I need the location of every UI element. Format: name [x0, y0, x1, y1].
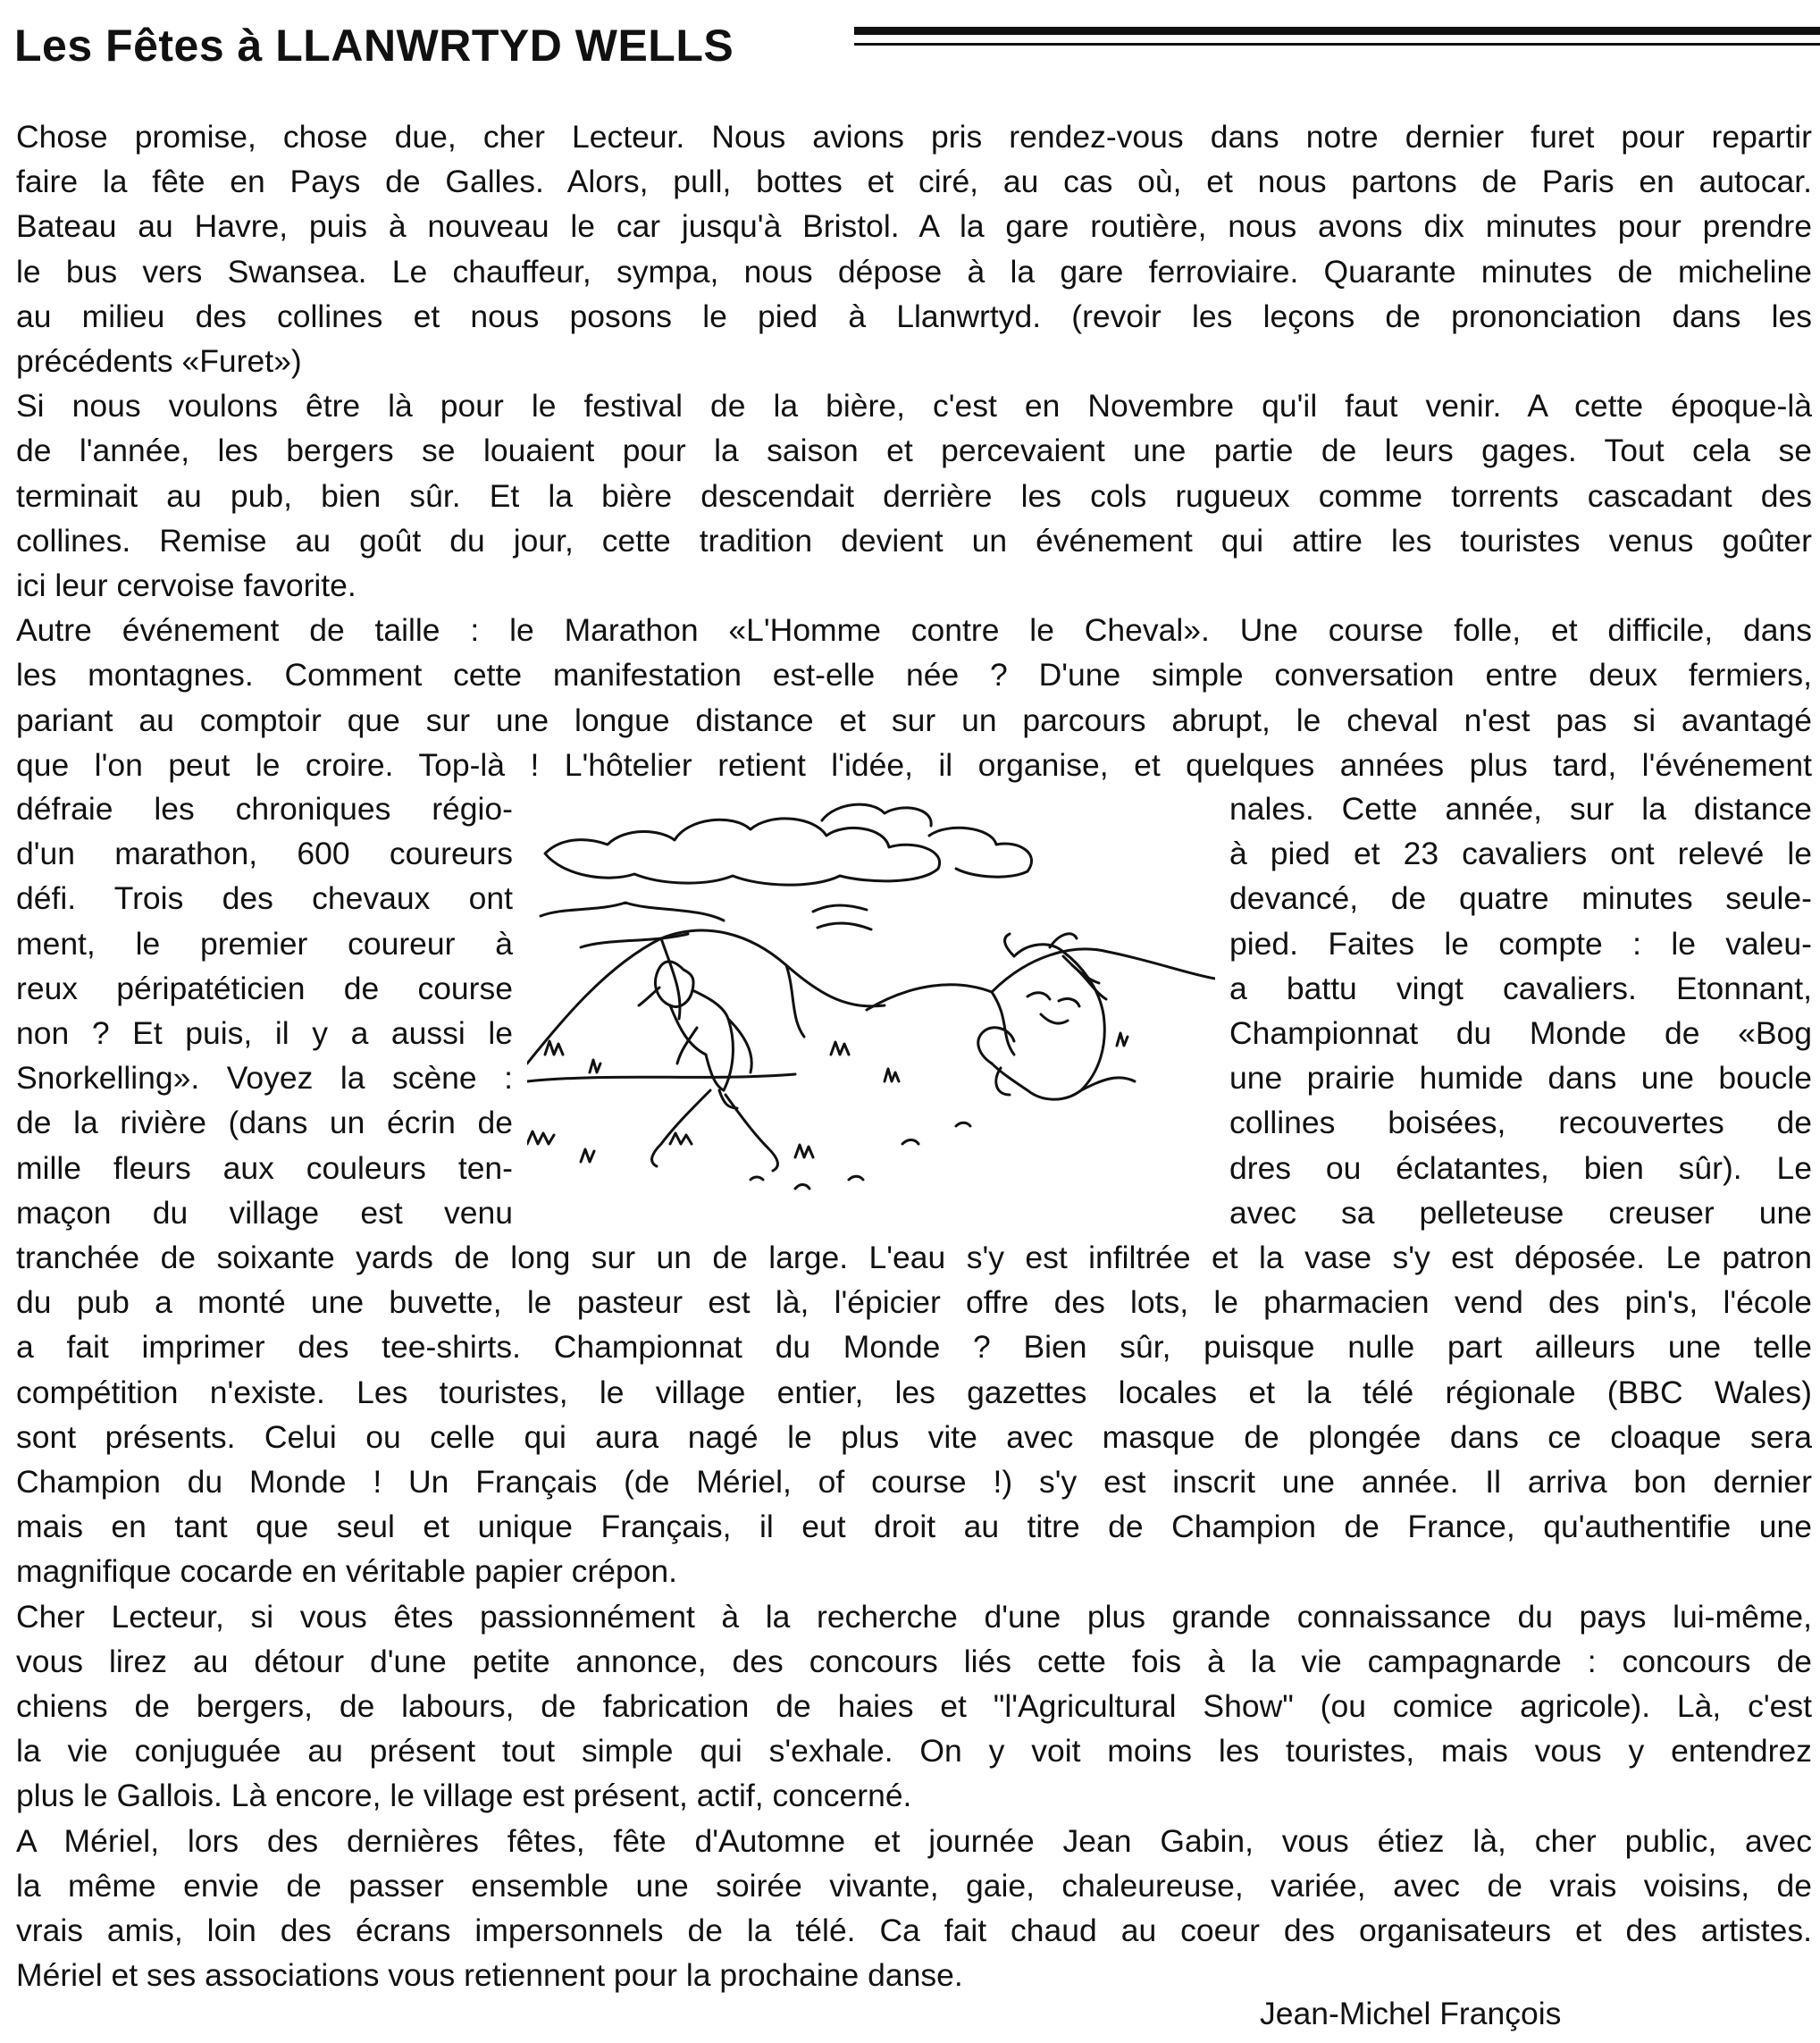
text-line: non ? Et puis, il y a aussi le: [16, 1015, 513, 1051]
text-line: Chose promise, chose due, cher Lecteur. Nous avions pris rendez-vous dans notre dernier furet pour repartir: [16, 119, 1812, 155]
text-line: A Mériel, lors des dernières fêtes, fête d'Automne et journée Jean Gabin, vous étiez là, cher public, avec: [16, 1822, 1812, 1859]
text-line: défi. Trois des chevaux ont: [16, 880, 513, 917]
text-line: ment, le premier coureur à: [16, 925, 513, 962]
text-line: mille fleurs aux couleurs ten-: [16, 1149, 513, 1186]
title-rule-thick: [854, 27, 1820, 35]
text-line: ici leur cervoise favorite.: [16, 568, 356, 603]
text-line: à pied et 23 cavaliers ont relevé le: [1229, 836, 1812, 872]
text-line: maçon du village est venu: [16, 1194, 513, 1231]
text-line: au milieu des collines et nous posons le pied à Llanwrtyd. (revoir les leçons de prononciation dans les: [16, 298, 1812, 334]
text-line: le bus vers Swansea. Le chauffeur, sympa, nous dépose à la gare ferroviaire. Quarante minutes de micheline: [16, 253, 1812, 290]
text-line: Mériel et ses associations vous retiennent pour la prochaine danse.: [16, 1957, 963, 1994]
text-line: compétition n'existe. Les touristes, le village entier, les gazettes locales et la télé régionale (BBC Wales): [16, 1374, 1812, 1410]
text-line: les montagnes. Comment cette manifestation est-elle née ? D'une simple conversation entre deux fermiers,: [16, 657, 1812, 694]
title-rule-thin: [854, 43, 1820, 46]
signature: Jean-Michel François: [1260, 1996, 1562, 2031]
text-line: faire la fête en Pays de Galles. Alors, pull, bottes et ciré, au cas où, et nous partons de Paris en autocar.: [16, 164, 1812, 200]
text-line: Championnat du Monde de «Bog: [1229, 1015, 1812, 1051]
title-row: [14, 16, 1801, 88]
text-line: Bateau au Havre, puis à nouveau le car jusqu'à Bristol. A la gare routière, nous avons dix minutes pour prendre: [16, 208, 1812, 245]
text-line: défraie les chroniques régio-: [16, 791, 513, 827]
text-line: une prairie humide dans une boucle: [1229, 1060, 1812, 1097]
text-line: devancé, de quatre minutes seule-: [1229, 880, 1812, 917]
text-line: magnifique cocarde en véritable papier crépon.: [16, 1553, 678, 1590]
text-line: du pub a monté une buvette, le pasteur est là, l'épicier offre des lots, le pharmacien vend des pin's, l'école: [16, 1284, 1812, 1321]
text-line: chiens de bergers, de labours, de fabrication de haies et "l'Agricultural Show" (ou comice agricole). Là, c'est: [16, 1688, 1812, 1724]
text-line: Champion du Monde ! Un Français (de Mériel, of course !) s'y est inscrit une année. Il arriva bon dernier: [16, 1464, 1812, 1500]
text-line: collines boisées, recouvertes de: [1229, 1105, 1812, 1141]
text-line: vrais amis, loin des écrans impersonnels de la télé. Ca fait chaud au coeur des organisateurs et des artistes.: [16, 1913, 1812, 1948]
text-line: pied. Faites le compte : le valeu-: [1229, 925, 1812, 962]
text-line: mais en tant que seul et unique Français, il eut droit au titre de Champion de France, qu'authentifie une: [16, 1509, 1812, 1545]
text-line: sont présents. Celui ou celle qui aura nagé le plus vite avec masque de plongée dans ce cloaque sera: [16, 1418, 1812, 1455]
text-line: vous lirez au détour d'une petite annonce, des concours liés cette fois à la vie campagnarde : concours de: [16, 1643, 1812, 1679]
text-line: d'un marathon, 600 coureurs: [16, 836, 513, 872]
text-line: nales. Cette année, sur la distance: [1229, 791, 1812, 827]
text-line: collines. Remise au goût du jour, cette tradition devient un événement qui attire les touristes venus goûter: [16, 522, 1812, 559]
text-line: de l'année, les bergers se louaient pour la saison et percevaient une partie de leurs gages. Tout cela se: [16, 433, 1812, 469]
text-line: précédents «Furet»): [16, 343, 302, 379]
text-line: la même envie de passer ensemble une soirée vivante, gaie, chaleureuse, variée, avec de vrais voisins, de: [16, 1867, 1812, 1904]
text-line: tranchée de soixante yards de long sur un de large. L'eau s'y est infiltrée et la vase s'y est déposée. Le patron: [16, 1240, 1812, 1275]
article-title: Les Fêtes à LLANWRTYD WELLS: [14, 21, 734, 71]
text-line: plus le Gallois. Là encore, le village est présent, actif, concerné.: [16, 1778, 912, 1814]
text-line: Cher Lecteur, si vous êtes passionnément à la recherche d'une plus grande connaissance du pays lui-même,: [16, 1598, 1812, 1635]
text-line: a battu vingt cavaliers. Etonnant,: [1229, 970, 1812, 1006]
text-line: terminait au pub, bien sûr. Et la bière descendait derrière les cols rugueux comme torrents cascadant des: [16, 477, 1812, 514]
text-line: de la rivière (dans un écrin de: [16, 1105, 513, 1141]
text-line: pariant au comptoir que sur une longue distance et sur un parcours abrupt, le cheval n'est pas si avantagé: [16, 702, 1812, 738]
text-line: Autre événement de taille : le Marathon «L'Homme contre le Cheval». Une course folle, et difficile, dans: [16, 612, 1812, 649]
text-line: avec sa pelleteuse creuser une: [1229, 1194, 1812, 1231]
text-line: dres ou éclatantes, bien sûr). Le: [1229, 1149, 1812, 1186]
text-line: la vie conjuguée au présent tout simple qui s'exhale. On y voit moins les touristes, mais vous y entendrez: [16, 1733, 1812, 1770]
text-line: reux péripatéticien de course: [16, 970, 513, 1006]
text-line: Snorkelling». Voyez la scène :: [16, 1060, 513, 1097]
text-line: Si nous voulons être là pour le festival de la bière, c'est en Novembre qu'il faut venir. A cette époque-là: [16, 388, 1812, 425]
text-line: a fait imprimer des tee-shirts. Championnat du Monde ? Bien sûr, puisque nulle part ailleurs une telle: [16, 1329, 1812, 1366]
runner-and-horse-illustration: [527, 786, 1215, 1215]
text-line: que l'on peut le croire. Top-là ! L'hôtelier retient l'idée, il organise, et quelques années plus tard, l'événement: [16, 746, 1812, 783]
